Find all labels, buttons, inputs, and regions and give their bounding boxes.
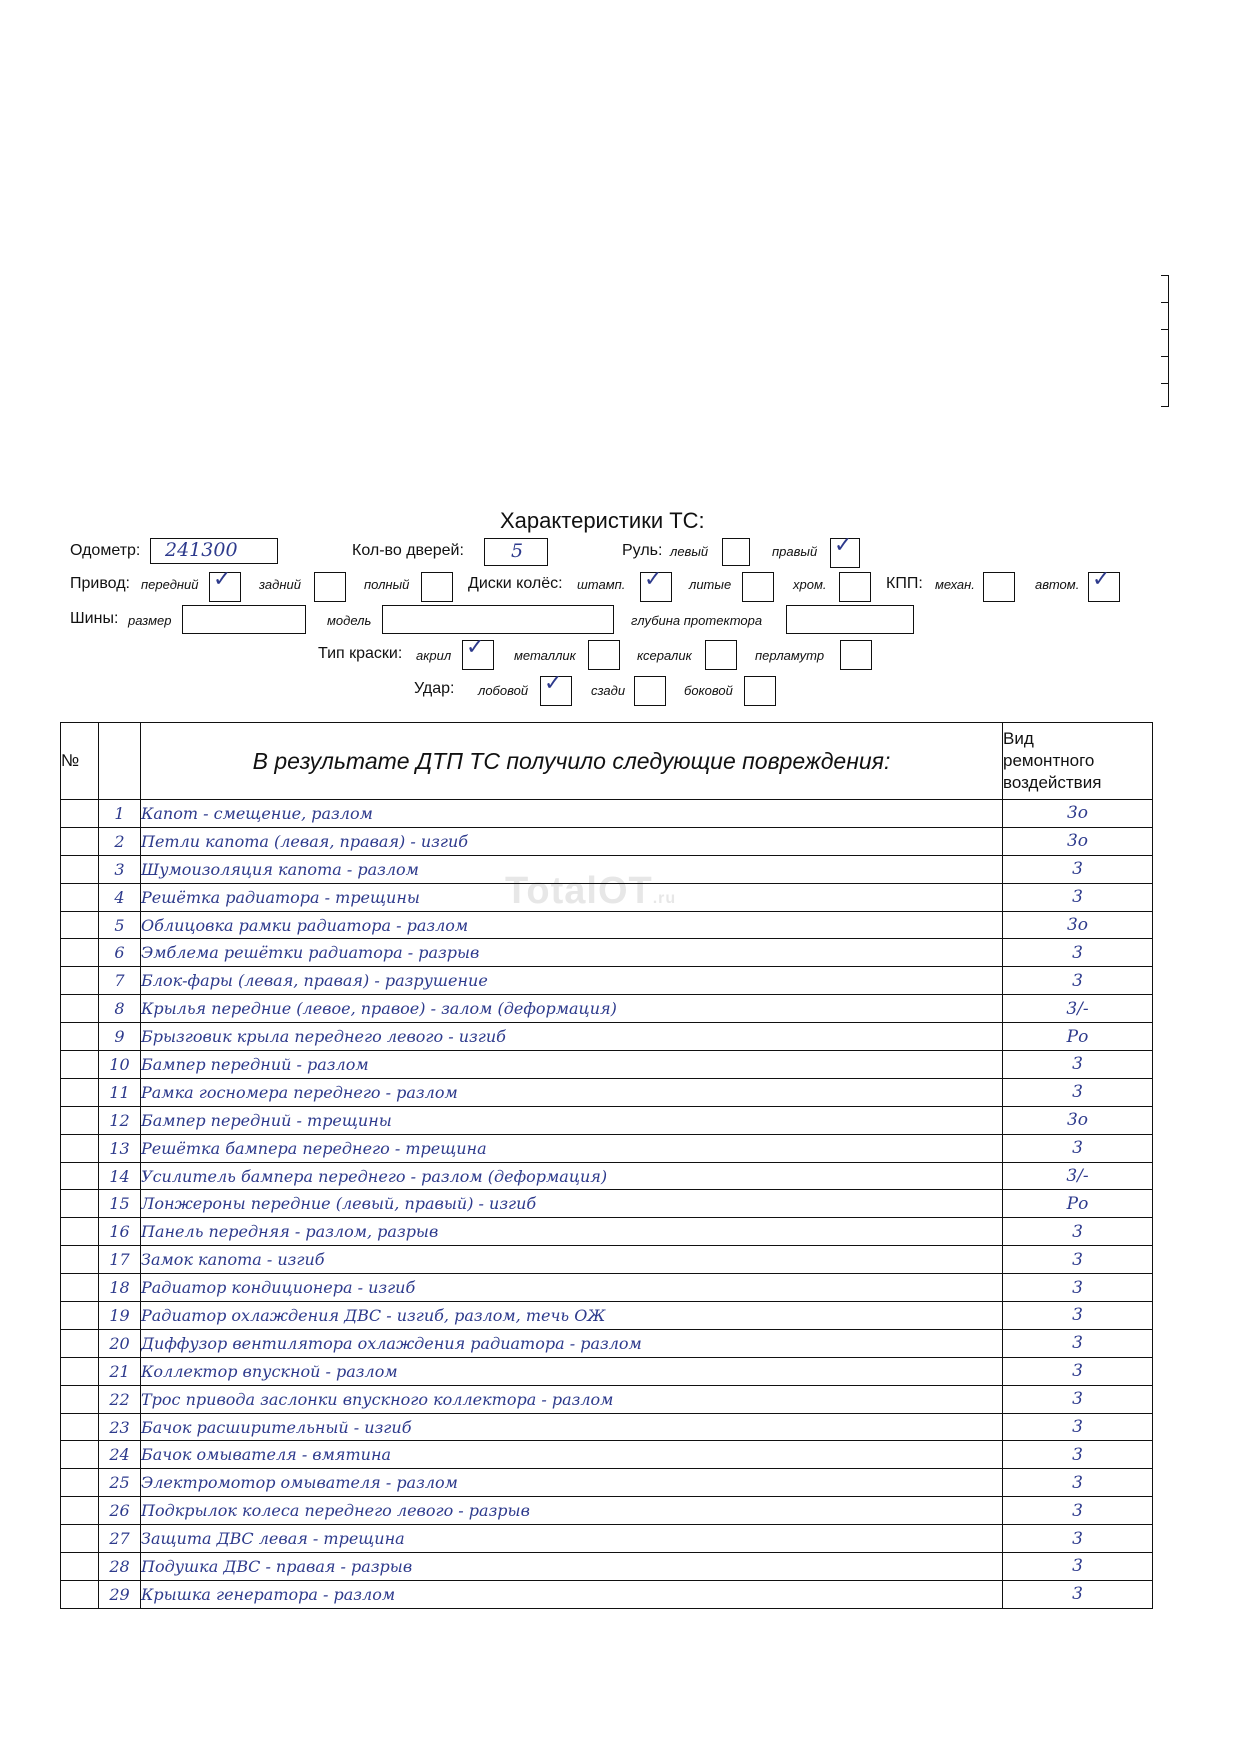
header-number: № — [61, 723, 99, 800]
row-description: Капот - смещение, разлом — [141, 800, 1003, 828]
row-number: 14 — [99, 1162, 141, 1190]
row-blank-cell — [61, 1497, 99, 1525]
row-description: Бампер передний - трещины — [141, 1106, 1003, 1134]
table-row — [61, 1413, 1153, 1441]
impact-front-checkbox[interactable] — [540, 671, 572, 706]
row-description: Лонжероны передние (левый, правый) - изгиб — [141, 1190, 1003, 1218]
row-number: 5 — [99, 911, 141, 939]
row-number: 9 — [99, 1023, 141, 1051]
table-row — [61, 827, 1153, 855]
table-row — [61, 1051, 1153, 1079]
gearbox-manual-checkbox[interactable] — [983, 572, 1015, 602]
disks-label: Диски колёс: — [468, 575, 563, 592]
tires-model-field[interactable] — [382, 605, 614, 634]
row-description: Коллектор впускной - разлом — [141, 1357, 1003, 1385]
table-row — [61, 1106, 1153, 1134]
disks-stamp-checkbox[interactable] — [640, 567, 672, 602]
drive-rear-label: задний — [259, 577, 301, 592]
row-blank-cell — [61, 883, 99, 911]
row-description: Подушка ДВС - правая - разрыв — [141, 1553, 1003, 1581]
row-number: 11 — [99, 1078, 141, 1106]
tires-tread-field[interactable] — [786, 605, 914, 634]
disks-cast-checkbox[interactable] — [742, 572, 774, 602]
drive-full-label: полный — [364, 577, 410, 592]
row-number: 26 — [99, 1497, 141, 1525]
row-repair-kind: 3 — [1003, 1051, 1153, 1079]
doors-label: Кол-во дверей: — [352, 542, 464, 559]
row-description: Замок капота - изгиб — [141, 1246, 1003, 1274]
table-row — [61, 939, 1153, 967]
table-header-row — [61, 723, 1153, 800]
row-blank-cell — [61, 1357, 99, 1385]
row-number: 22 — [99, 1385, 141, 1413]
row-number: 19 — [99, 1302, 141, 1330]
paint-acrylic-checkbox[interactable] — [462, 635, 494, 670]
row-description: Шумоизоляция капота - разлом — [141, 855, 1003, 883]
table-row — [61, 1580, 1153, 1608]
row-description: Крышка генератора - разлом — [141, 1580, 1003, 1608]
disks-cast-label: литые — [689, 577, 732, 592]
table-row — [61, 883, 1153, 911]
table-row — [61, 995, 1153, 1023]
row-number: 29 — [99, 1580, 141, 1608]
wheel-right-checkbox[interactable] — [830, 533, 860, 568]
row-number: 27 — [99, 1525, 141, 1553]
row-number: 16 — [99, 1218, 141, 1246]
impact-side-label: боковой — [684, 683, 733, 698]
row-description: Бампер передний - разлом — [141, 1051, 1003, 1079]
drive-rear-checkbox[interactable] — [314, 572, 346, 602]
row-repair-kind: 3/- — [1003, 1162, 1153, 1190]
disks-stamp-label: штамп. — [577, 577, 626, 592]
row-number: 6 — [99, 939, 141, 967]
paint-pearl-label: перламутр — [755, 648, 825, 663]
disks-chrome-checkbox[interactable] — [839, 572, 871, 602]
row-repair-kind: 3о — [1003, 911, 1153, 939]
paint-label: Тип краски: — [318, 645, 403, 662]
row-description: Радиатор охлаждения ДВС - изгиб, разлом, течь ОЖ — [141, 1302, 1003, 1330]
table-row — [61, 1441, 1153, 1469]
paint-acrylic-label: акрил — [416, 648, 452, 663]
table-row — [61, 800, 1153, 828]
row-number: 4 — [99, 883, 141, 911]
table-row — [61, 1274, 1153, 1302]
tires-label: Шины: — [70, 610, 119, 627]
row-repair-kind: 3 — [1003, 1497, 1153, 1525]
row-blank-cell — [61, 967, 99, 995]
row-repair-kind: 3 — [1003, 1246, 1153, 1274]
disks-chrome-label: хром. — [793, 577, 827, 592]
row-number: 10 — [99, 1051, 141, 1079]
row-number: 25 — [99, 1469, 141, 1497]
row-blank-cell — [61, 827, 99, 855]
paint-xeralic-label: ксералик — [637, 648, 692, 663]
row-blank-cell — [61, 939, 99, 967]
table-row — [61, 1553, 1153, 1581]
row-blank-cell — [61, 1413, 99, 1441]
row-blank-cell — [61, 1274, 99, 1302]
check-icon: ✓ — [1092, 567, 1111, 592]
row-repair-kind: 3 — [1003, 1134, 1153, 1162]
impact-label: Удар: — [414, 680, 455, 697]
row-number: 17 — [99, 1246, 141, 1274]
header-blank — [99, 723, 141, 800]
impact-side-checkbox[interactable] — [744, 676, 776, 706]
tires-tread-label: глубина протектора — [631, 613, 763, 628]
table-row — [61, 1162, 1153, 1190]
drive-label: Привод: — [70, 575, 130, 592]
row-blank-cell — [61, 1246, 99, 1274]
tires-size-label: размер — [128, 613, 172, 628]
row-blank-cell — [61, 1385, 99, 1413]
row-blank-cell — [61, 1134, 99, 1162]
table-row — [61, 1218, 1153, 1246]
header-repair-kind: Вид ремонтного воздействия — [1003, 723, 1153, 800]
table-row — [61, 1469, 1153, 1497]
table-row — [61, 1190, 1153, 1218]
table-row — [61, 1302, 1153, 1330]
row-repair-kind: 3 — [1003, 883, 1153, 911]
row-blank-cell — [61, 800, 99, 828]
row-description: Панель передняя - разлом, разрыв — [141, 1218, 1003, 1246]
row-blank-cell — [61, 1023, 99, 1051]
check-icon: ✓ — [544, 671, 563, 696]
row-description: Решётка радиатора - трещины — [141, 883, 1003, 911]
damage-table — [60, 722, 1153, 1609]
row-number: 15 — [99, 1190, 141, 1218]
doors-field[interactable] — [484, 538, 548, 566]
row-description: Брызговик крыла переднего левого - изгиб — [141, 1023, 1003, 1051]
row-repair-kind: 3о — [1003, 1106, 1153, 1134]
row-blank-cell — [61, 1302, 99, 1330]
row-blank-cell — [61, 1106, 99, 1134]
header-description: В результате ДТП ТС получило следующие повреждения: — [141, 723, 1003, 800]
row-blank-cell — [61, 1162, 99, 1190]
row-description: Эмблема решётки радиатора - разрыв — [141, 939, 1003, 967]
row-description: Бачок расширительный - изгиб — [141, 1413, 1003, 1441]
row-repair-kind: 3 — [1003, 1580, 1153, 1608]
table-row — [61, 1134, 1153, 1162]
gearbox-label: КПП: — [886, 575, 923, 592]
row-blank-cell — [61, 1441, 99, 1469]
row-repair-kind: 3 — [1003, 1274, 1153, 1302]
check-icon: ✓ — [466, 635, 485, 660]
paint-metallic-checkbox[interactable] — [588, 640, 620, 670]
table-row — [61, 1357, 1153, 1385]
table-row — [61, 1497, 1153, 1525]
odometer-field[interactable] — [150, 538, 278, 564]
odometer-value: 241300 — [165, 539, 238, 561]
check-icon: ✓ — [213, 567, 232, 592]
gearbox-manual-label: механ. — [935, 577, 975, 592]
doors-value: 5 — [511, 540, 524, 562]
table-row — [61, 1023, 1153, 1051]
wheel-right-label: правый — [772, 544, 818, 559]
row-repair-kind: 3 — [1003, 1469, 1153, 1497]
row-number: 8 — [99, 995, 141, 1023]
row-repair-kind: 3 — [1003, 1218, 1153, 1246]
row-repair-kind: 3 — [1003, 1413, 1153, 1441]
row-repair-kind: 3о — [1003, 827, 1153, 855]
row-repair-kind: 3 — [1003, 1441, 1153, 1469]
wheel-label: Руль: — [622, 542, 663, 559]
table-row — [61, 1246, 1153, 1274]
row-number: 12 — [99, 1106, 141, 1134]
row-number: 13 — [99, 1134, 141, 1162]
row-description: Усилитель бампера переднего - разлом (деформация) — [141, 1162, 1003, 1190]
row-description: Подкрылок колеса переднего левого - разрыв — [141, 1497, 1003, 1525]
row-number: 21 — [99, 1357, 141, 1385]
tires-size-field[interactable] — [182, 605, 306, 634]
row-number: 28 — [99, 1553, 141, 1581]
row-repair-kind: 3/- — [1003, 995, 1153, 1023]
row-blank-cell — [61, 911, 99, 939]
row-repair-kind: 3 — [1003, 1078, 1153, 1106]
watermark: TotalOT.ru — [505, 870, 677, 912]
row-repair-kind: 3 — [1003, 1302, 1153, 1330]
row-description: Электромотор омывателя - разлом — [141, 1469, 1003, 1497]
row-number: 2 — [99, 827, 141, 855]
table-row — [61, 1385, 1153, 1413]
row-repair-kind: 3 — [1003, 939, 1153, 967]
table-row — [61, 855, 1153, 883]
row-repair-kind: 3 — [1003, 1329, 1153, 1357]
tires-model-label: модель — [327, 613, 372, 628]
margin-bracket — [1160, 275, 1169, 407]
check-icon: ✓ — [644, 567, 663, 592]
row-blank-cell — [61, 1469, 99, 1497]
check-icon: ✓ — [834, 533, 853, 558]
row-description: Радиатор кондиционера - изгиб — [141, 1274, 1003, 1302]
row-description: Диффузор вентилятора охлаждения радиатора - разлом — [141, 1329, 1003, 1357]
paint-pearl-checkbox[interactable] — [840, 640, 872, 670]
row-number: 20 — [99, 1329, 141, 1357]
row-description: Решётка бампера переднего - трещина — [141, 1134, 1003, 1162]
row-blank-cell — [61, 1078, 99, 1106]
row-repair-kind: 3 — [1003, 967, 1153, 995]
table-row — [61, 1329, 1153, 1357]
table-row — [61, 1525, 1153, 1553]
row-repair-kind: 3о — [1003, 800, 1153, 828]
paint-metallic-label: металлик — [514, 648, 576, 663]
row-description: Блок-фары (левая, правая) - разрушение — [141, 967, 1003, 995]
row-number: 18 — [99, 1274, 141, 1302]
row-description: Петли капота (левая, правая) - изгиб — [141, 827, 1003, 855]
row-description: Бачок омывателя - вмятина — [141, 1441, 1003, 1469]
gearbox-auto-checkbox[interactable] — [1088, 567, 1120, 602]
row-repair-kind: Ро — [1003, 1190, 1153, 1218]
row-description: Трос привода заслонки впускного коллектора - разлом — [141, 1385, 1003, 1413]
row-description: Рамка госномера переднего - разлом — [141, 1078, 1003, 1106]
row-description: Защита ДВС левая - трещина — [141, 1525, 1003, 1553]
row-repair-kind: 3 — [1003, 1553, 1153, 1581]
row-number: 7 — [99, 967, 141, 995]
row-blank-cell — [61, 855, 99, 883]
row-blank-cell — [61, 1525, 99, 1553]
row-blank-cell — [61, 1553, 99, 1581]
row-description: Облицовка рамки радиатора - разлом — [141, 911, 1003, 939]
row-number: 24 — [99, 1441, 141, 1469]
impact-rear-checkbox[interactable] — [634, 676, 666, 706]
impact-rear-label: сзади — [591, 683, 626, 698]
table-row — [61, 967, 1153, 995]
table-row — [61, 911, 1153, 939]
wheel-left-label: левый — [670, 544, 709, 559]
page-title: Характеристики ТС: — [500, 508, 705, 533]
drive-full-checkbox[interactable] — [421, 572, 453, 602]
row-blank-cell — [61, 1580, 99, 1608]
row-blank-cell — [61, 1218, 99, 1246]
row-blank-cell — [61, 995, 99, 1023]
row-number: 1 — [99, 800, 141, 828]
odometer-label: Одометр: — [70, 542, 141, 559]
table-row — [61, 1078, 1153, 1106]
row-repair-kind: 3 — [1003, 855, 1153, 883]
row-number: 3 — [99, 855, 141, 883]
wheel-left-checkbox[interactable] — [722, 538, 750, 566]
drive-front-checkbox[interactable] — [209, 567, 241, 602]
row-repair-kind: Ро — [1003, 1023, 1153, 1051]
row-number: 23 — [99, 1413, 141, 1441]
paint-xeralic-checkbox[interactable] — [705, 640, 737, 670]
row-repair-kind: 3 — [1003, 1385, 1153, 1413]
row-repair-kind: 3 — [1003, 1357, 1153, 1385]
row-blank-cell — [61, 1190, 99, 1218]
row-repair-kind: 3 — [1003, 1525, 1153, 1553]
impact-front-label: лобовой — [478, 683, 529, 698]
row-blank-cell — [61, 1329, 99, 1357]
row-description: Крылья передние (левое, правое) - залом (деформация) — [141, 995, 1003, 1023]
gearbox-auto-label: автом. — [1035, 577, 1080, 592]
drive-front-label: передний — [141, 577, 199, 592]
row-blank-cell — [61, 1051, 99, 1079]
